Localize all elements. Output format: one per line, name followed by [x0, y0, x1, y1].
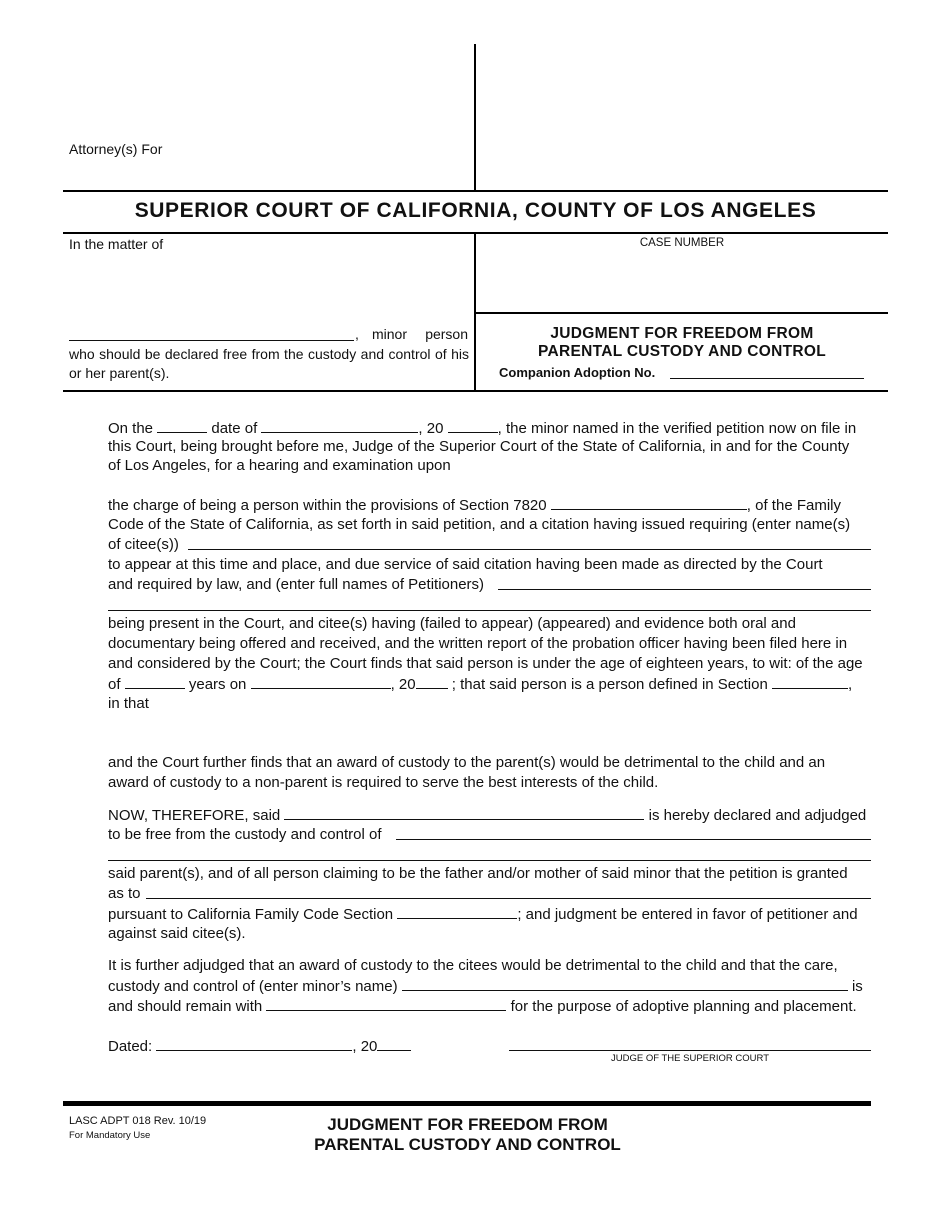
paragraph-2-line-1 [108, 495, 871, 516]
p5-now-therefore: NOW, THEREFORE, said [108, 807, 281, 824]
minor-name-field[interactable] [69, 340, 354, 341]
dated-20: , 20 [352, 1038, 378, 1055]
p3-20: , 20 [390, 676, 416, 693]
citee-names-field[interactable] [188, 549, 871, 550]
footer-title-line-2: PARENTAL CUSTODY AND CONTROL [314, 1135, 621, 1154]
paragraph-3-line-3: and considered by the Court; the Court finds that said person is under the age of eighteen years, to wit: of the age [108, 655, 863, 672]
p1-20: , 20 [418, 420, 444, 437]
paragraph-6-line-1: said parent(s), and of all person claiming to be the father and/or mother of said minor that the petition is granted [108, 865, 848, 882]
companion-adoption-field[interactable] [670, 378, 864, 379]
attorney-for-label: Attorney(s) For [69, 141, 163, 157]
form-id: LASC ADPT 018 Rev. 10/19 [69, 1115, 207, 1127]
p3-years-on: years on [188, 676, 247, 693]
minor-name-comma: , [355, 326, 359, 342]
paragraph-7-line-1: It is further adjudged that an award of custody to the citees would be detrimental to the child and that the care, [108, 957, 838, 974]
paragraph-4-line-1: and the Court further finds that an award of custody to the parent(s) would be detrimental to the child and an [108, 754, 826, 771]
paragraph-7-line-3 [108, 996, 871, 1017]
p3-of: of [108, 676, 121, 693]
dated-label: Dated: [108, 1038, 153, 1055]
judge-signature-field[interactable] [509, 1050, 871, 1051]
day-field[interactable] [157, 418, 207, 433]
family-code-section-field[interactable] [397, 904, 517, 919]
p2-citees-label: of citee(s)) [108, 536, 179, 553]
p7-custody-label: custody and control of (enter minor’s name) [108, 978, 398, 995]
p6-judgment: ; and judgment be entered in favor of petitioner and [517, 906, 858, 923]
paragraph-6-line-4: against said citee(s). [108, 925, 246, 942]
paragraph-3-line-4 [108, 674, 871, 695]
paragraph-1-line-2: this Court, being brought before me, Judge of the Superior Court of the State of California, in and for the County [108, 438, 850, 455]
caption-rule-bottom [63, 390, 888, 392]
p1-rest: , the minor named in the verified petition now on file in [497, 420, 857, 437]
p3-comma: , [848, 676, 853, 693]
month-field[interactable] [261, 418, 418, 433]
header-divider-vertical [474, 44, 476, 191]
year-field[interactable] [448, 418, 498, 433]
age-year-field[interactable] [416, 674, 448, 689]
age-date-field[interactable] [251, 674, 391, 689]
case-number-label: CASE NUMBER [639, 237, 725, 249]
paragraph-4-line-2: award of custody to a non-parent is required to serve the best interests of the child. [108, 774, 659, 791]
p7-purpose: for the purpose of adoptive planning and placement. [510, 998, 857, 1015]
footer-rule [63, 1101, 871, 1106]
paragraph-1-line-3: of Los Angeles, for a hearing and examination upon [108, 457, 451, 474]
dated-field[interactable] [156, 1036, 352, 1051]
minor-description: who should be declared free from the custody and control of his or her parent(s). [69, 346, 469, 381]
paragraph-2-line-5: and required by law, and (enter full names of Petitioners) [108, 576, 485, 593]
parent-names-field[interactable] [396, 839, 871, 840]
dated-year-field[interactable] [377, 1036, 411, 1051]
declared-minor-name-field[interactable] [284, 805, 644, 820]
court-title: SUPERIOR COURT OF CALIFORNIA, COUNTY OF LOS ANGELES [134, 199, 817, 222]
parent-names-field-line-2[interactable] [108, 860, 871, 861]
granted-as-to-field[interactable] [146, 898, 871, 899]
p1-date-of: date of [211, 420, 258, 437]
judge-label: JUDGE OF THE SUPERIOR COURT [611, 1053, 769, 1064]
p1-on-the: On the [108, 420, 154, 437]
form-title-line-1: JUDGMENT FOR FREEDOM FROM [550, 325, 814, 342]
paragraph-2-line-2: Code of the State of California, as set forth in said petition, and a citation having issued requiring (enter name(s) [108, 516, 851, 533]
header-rule-top [63, 190, 888, 192]
p6-pursuant: pursuant to California Family Code Section [108, 906, 394, 923]
paragraph-5-line-2: to be free from the custody and control of [108, 826, 382, 843]
paragraph-6-line-2: as to [108, 885, 141, 902]
paragraph-3-line-2: documentary being offered and received, and the written report of the probation officer having been filed here in [108, 635, 848, 652]
age-field[interactable] [125, 674, 185, 689]
minor-person-label: minor person [372, 326, 468, 342]
paragraph-7-line-2 [108, 976, 871, 997]
paragraph-3-line-1: being present in the Court, and citee(s) having (failed to appear) (appeared) and evidence both oral and [108, 615, 796, 632]
paragraph-2-line-3 [108, 535, 871, 555]
minor-name-field-2[interactable] [402, 976, 848, 991]
paragraph-3-line-5: in that [108, 695, 149, 712]
in-the-matter-of-label: In the matter of [69, 236, 164, 252]
placement-agency-field[interactable] [266, 996, 506, 1011]
p3-defined-in-section: ; that said person is a person defined in Section [451, 676, 768, 693]
case-number-rule [476, 312, 888, 314]
paragraph-5-line-1 [108, 805, 871, 826]
p5-declared-adjudged: is hereby declared and adjudged [648, 807, 867, 824]
p2-family-text: , of the Family [746, 497, 841, 514]
form-title-line-2: PARENTAL CUSTODY AND CONTROL [538, 343, 826, 360]
petitioner-names-field-line-2[interactable] [108, 610, 871, 611]
p7-is: is [851, 978, 863, 995]
footer-title-line-1: JUDGMENT FOR FREEDOM FROM [327, 1115, 608, 1134]
companion-adoption-label: Companion Adoption No. [499, 365, 656, 380]
dated-line [108, 1036, 428, 1057]
defined-section-field[interactable] [772, 674, 848, 689]
mandatory-use: For Mandatory Use [69, 1130, 151, 1141]
petitioner-names-field[interactable] [498, 589, 871, 590]
paragraph-6-line-3 [108, 904, 871, 925]
section-7820-subdivision-field[interactable] [551, 495, 747, 510]
paragraph-2-line-4: to appear at this time and place, and due service of said citation having been made as directed by the Court [108, 556, 823, 573]
p2-section-text: the charge of being a person within the provisions of Section 7820 [108, 497, 547, 514]
p7-remain-with: and should remain with [108, 998, 263, 1015]
paragraph-1-line-1 [108, 418, 871, 439]
